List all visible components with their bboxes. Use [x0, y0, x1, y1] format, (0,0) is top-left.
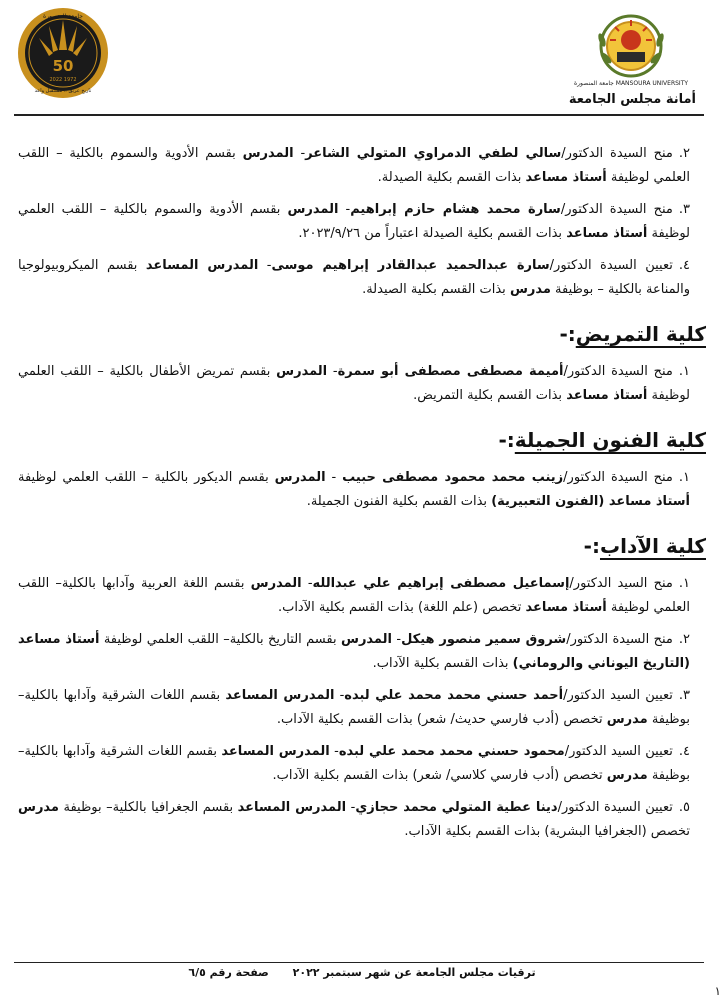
golden-jubilee-logo: [16, 6, 110, 100]
arts-items: [18, 572, 690, 844]
item-prefix: تعيين السيد الدكتور/: [563, 688, 673, 703]
awarded-title: أستاذ مساعد (الفنون التعبيرية): [491, 494, 690, 509]
item-suffix: تخصص (الجغرافيا البشرية) بذات القسم بكلية الآداب.: [404, 824, 690, 839]
list-item: [18, 628, 690, 676]
section-suffix: :-: [498, 428, 515, 452]
list-item: [18, 572, 690, 620]
corner-mark: ١: [714, 984, 721, 998]
item-text: بقسم اللغات الشرقية وآدابها بالكلية– بوظيفة: [18, 744, 690, 783]
section-heading-nursing: [18, 320, 706, 348]
item-text: بقسم الأدوية والسموم بالكلية – اللقب العلمي لوظيفة: [18, 146, 690, 185]
list-item: [18, 796, 690, 844]
awarded-title: مدرس: [606, 712, 648, 727]
awarded-title: أستاذ مساعد: [566, 388, 648, 403]
item-text: بقسم الديكور بالكلية – اللقب العلمي لوظيفة: [18, 470, 275, 485]
list-item: [18, 142, 690, 190]
item-suffix: بذات القسم بكلية الصيدلة.: [362, 282, 510, 297]
person-role: المدرس: [242, 146, 294, 161]
item-text: بقسم اللغات الشرقية وآدابها بالكلية– بوظيفة: [18, 688, 690, 727]
item-suffix: بذات القسم بكلية الآداب.: [372, 656, 513, 671]
person-role: المدرس المساعد: [221, 744, 330, 759]
item-number: ٢.: [678, 146, 691, 161]
item-number: ٥.: [678, 800, 690, 815]
item-number: ٣.: [678, 202, 690, 217]
list-item: [18, 684, 690, 732]
person-name: زينب محمد محمود مصطفى حبيب: [342, 470, 564, 485]
item-number: ٢.: [678, 632, 690, 647]
item-prefix: منح السيدة الدكتور/: [566, 632, 673, 647]
university-logo: [573, 10, 689, 88]
item-prefix: تعيين السيدة الدكتور/: [549, 258, 673, 273]
item-text: بقسم الميكروبيولوجيا والمناعة بالكلية – بوظيفة: [18, 258, 690, 297]
person-name: محمود حسني محمد محمد علي لبده: [338, 744, 565, 759]
item-separator: -: [301, 576, 313, 591]
item-number: ١.: [678, 470, 690, 485]
awarded-title: مدرس: [509, 282, 551, 297]
item-suffix: بذات القسم بكلية الفنون الجميلة.: [306, 494, 492, 509]
item-suffix: بذات القسم بكلية الصيدلة.: [377, 170, 526, 185]
person-name: سارة عبدالحميد عبدالقادر إبراهيم موسى: [271, 258, 550, 273]
svg-text:50: 50: [52, 57, 74, 75]
item-suffix: تخصص (أدب فارسي كلاسي/ شعر) بذات القسم بكلية الآداب.: [272, 768, 607, 783]
item-suffix: بذات القسم بكلية الصيدلة اعتباراً من ٢٠٢٣/٩/٢٦.: [298, 226, 567, 241]
item-text: بقسم الجغرافيا بالكلية– بوظيفة: [58, 800, 238, 815]
list-item: [18, 740, 690, 788]
person-name: أميمة مصطفى مصطفى أبو سمرة: [337, 364, 564, 379]
item-suffix: تخصص (أدب فارسي حديث/ شعر) بذات القسم بكلية الآداب.: [276, 712, 607, 727]
item-separator: -: [346, 800, 356, 815]
person-role: المدرس المساعد: [145, 258, 259, 273]
item-separator: -: [334, 688, 345, 703]
list-item: [18, 254, 690, 302]
person-role: المدرس: [274, 470, 326, 485]
awarded-title: أستاذ مساعد: [525, 170, 607, 185]
svg-text:تاريخ عريق .. مستقبل واعد: تاريخ عريق .. مستقبل واعد: [34, 88, 92, 94]
page-footer: [0, 966, 724, 979]
footer-title: ترقيات مجلس الجامعة عن شهر سبتمبر ٢٠٢٢: [292, 966, 536, 979]
person-name: سارة محمد هشام حازم إبراهيم: [350, 202, 561, 217]
svg-text:جامعة المنصورة: جامعة المنصورة: [43, 13, 83, 20]
person-name: دينا عطية المتولي محمد حجازي: [355, 800, 558, 815]
page-number: صفحة رقم ٦/٥: [188, 966, 269, 979]
item-prefix: منح السيدة الدكتور/: [561, 146, 673, 161]
list-item: [18, 466, 690, 514]
item-prefix: منح السيدة الدكتور/: [560, 202, 673, 217]
item-prefix: تعيين السيدة الدكتور/: [557, 800, 673, 815]
item-number: ٤.: [678, 744, 691, 759]
header-divider: [14, 114, 704, 116]
item-text: بقسم التاريخ بالكلية– اللقب العلمي لوظيفة: [99, 632, 341, 647]
person-role: المدرس المساعد: [225, 688, 335, 703]
section-suffix: :-: [559, 322, 576, 346]
person-role: المدرس المساعد: [237, 800, 347, 815]
svg-text:MANSOURA UNIVERSITY جامعة المن: MANSOURA UNIVERSITY جامعة المنصورة: [573, 80, 689, 87]
person-role: المدرس: [276, 364, 328, 379]
svg-text:1972 2022: 1972 2022: [49, 77, 77, 83]
item-separator: -: [258, 258, 272, 273]
item-number: ٤.: [678, 258, 690, 273]
person-role: المدرس: [341, 632, 392, 647]
person-role: المدرس: [250, 576, 302, 591]
item-number: ١.: [678, 576, 690, 591]
section-title: كلية التمريض: [575, 322, 706, 346]
item-number: ١.: [678, 364, 690, 379]
person-name: شروق سمير منصور هيكل: [401, 632, 567, 647]
person-name: إسماعيل مصطفى إبراهيم علي عبدالله: [312, 576, 570, 591]
item-number: ٣.: [678, 688, 691, 703]
org-title: أمانة مجلس الجامعة: [568, 92, 696, 107]
awarded-title: مدرس: [606, 768, 648, 783]
item-prefix: منح السيدة الدكتور/: [563, 364, 673, 379]
section-suffix: :-: [583, 534, 600, 558]
pharmacy-items: [18, 142, 690, 302]
section-title: كلية الفنون الجميلة: [514, 428, 706, 452]
item-separator: -: [327, 364, 338, 379]
fine-arts-items: [18, 466, 690, 514]
footer-divider: [14, 962, 704, 963]
item-text: بقسم تمريض الأطفال بالكلية – اللقب العلمي لوظيفة: [18, 364, 690, 403]
section-heading-arts: [18, 532, 706, 560]
item-separator: -: [293, 146, 306, 161]
item-separator: -: [338, 202, 351, 217]
item-prefix: منح السيد الدكتور/: [569, 576, 673, 591]
list-item: [18, 198, 690, 246]
item-text: بقسم اللغة العربية وآدابها بالكلية– اللقب العلمي لوظيفة: [18, 576, 690, 615]
document-body: [18, 142, 706, 852]
nursing-items: [18, 360, 690, 408]
section-title: كلية الآداب: [599, 534, 706, 558]
awarded-title: أستاذ مساعد: [525, 600, 607, 615]
item-prefix: منح السيدة الدكتور/: [563, 470, 673, 485]
item-separator: -: [391, 632, 402, 647]
section-heading-fine-arts: [18, 426, 706, 454]
person-name: أحمد حسني محمد محمد علي لبده: [344, 688, 564, 703]
awarded-title: أستاذ مساعد (التاريخ اليوناني والروماني): [18, 632, 690, 671]
item-separator: -: [325, 470, 343, 485]
awarded-title: أستاذ مساعد: [566, 226, 648, 241]
item-separator: -: [329, 744, 339, 759]
list-item: [18, 360, 690, 408]
item-suffix: تخصص (علم اللغة) بذات القسم بكلية الآداب.: [277, 600, 526, 615]
person-role: المدرس: [287, 202, 339, 217]
person-name: سالي لطفي الدمراوي المتولي الشاعر: [305, 146, 562, 161]
item-suffix: بذات القسم بكلية التمريض.: [413, 388, 567, 403]
item-text: بقسم الأدوية والسموم بالكلية – اللقب العلمي لوظيفة: [18, 202, 690, 241]
item-prefix: تعيين السيد الدكتور/: [564, 744, 673, 759]
awarded-title: مدرس: [18, 800, 59, 815]
